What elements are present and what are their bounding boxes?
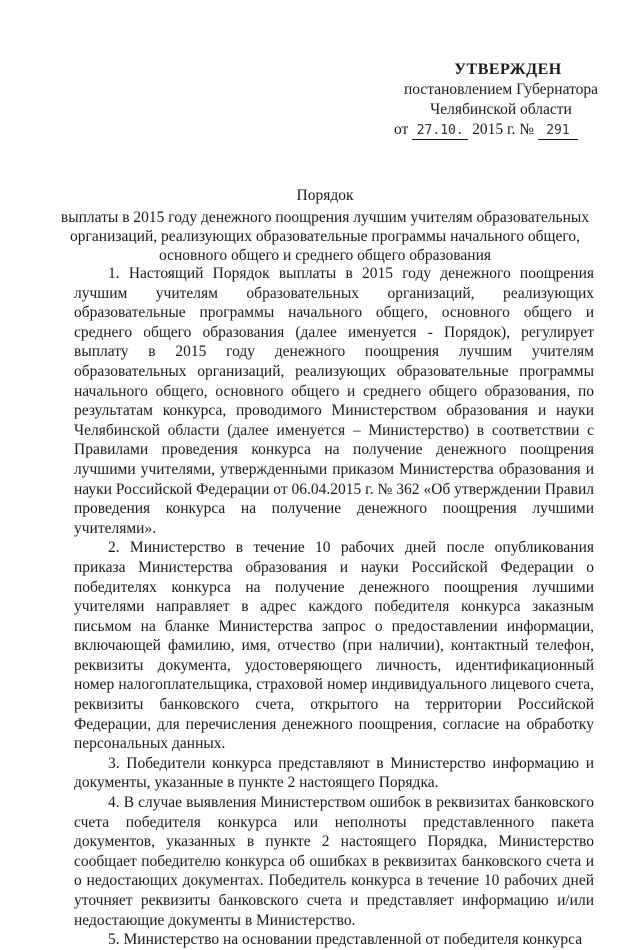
approval-line-1: постановлением Губернатора (403, 81, 599, 98)
handwritten-number: 291 (538, 123, 578, 140)
title-heading: Порядок (296, 187, 354, 204)
approval-date-line (386, 120, 616, 140)
approval-stamp (386, 60, 616, 140)
approval-line-2: Челябинской области (430, 101, 572, 118)
paragraph-5: 5. Министерство на основании представленной от победителя конкурса (108, 931, 583, 949)
approval-title: УТВЕРЖДЕН (454, 61, 562, 78)
document-title (60, 186, 590, 265)
year-text: 2015 г. № (472, 121, 535, 138)
document-body (74, 264, 594, 950)
paragraph-1: 1. Настоящий Порядок выплаты в 2015 году денежного поощрения лучшим учителям образовательных организаций, реализующих образовательные программы начального общего, основного общего и среднего общего образования (далее именуется - Порядок), регулирует выплату в 2015 году денежного поощрения лучшим учителям образовательных организаций, реализующих образовательные программы начального общего, основного общего и среднего общего образования, по результатам конкурса, проводимого Министерством образования и науки Челябинской области (далее именуется – Министерство) в соответствии с Правилами проведения конкурса на получение денежного поощрения лучшими учителями, утвержденными приказом Министерства образования и науки Российской Федерации от 06.04.2015 г. № 362 «Об утверждении Правил проведения конкурса на получение денежного поощрения лучшими учителями». (74, 265, 594, 537)
paragraph-2: 2. Министерство в течение 10 рабочих дней после опубликования приказа Министерства образования и науки Российской Федерации о победителях конкурса на получение денежного поощрения лучшими учителями направляет в адрес каждого победителя конкурса заказным письмом на бланке Министерства запрос о предоставлении информации, включающей фамилию, имя, отчество (при наличии), контактный телефон, реквизиты документа, удостоверяющего личность, идентификационный номер налогоплательщика, страховой номер индивидуального лицевого счета, реквизиты банковского счета, открытого на территории Российской Федерации, для перечисления денежного поощрения, согласие на обработку персональных данных. (74, 539, 594, 753)
handwritten-date: 27.10. (412, 123, 468, 140)
date-prefix: от (394, 121, 409, 138)
paragraph-4: 4. В случае выявления Министерством ошибок в реквизитах банковского счета победителя конкурса или неполноты представленного пакета документов, указанных в пункте 2 настоящего Порядка, Министерство сообщает победителю конкурса об ошибках в реквизитах банковского счета и о недостающих документах. Победитель конкурса в течение 10 рабочих дней уточняет реквизиты банковского счета и представляет информацию и/или недостающие документы в Министерство. (74, 794, 594, 929)
title-subheading: выплаты в 2015 году денежного поощрения лучшим учителям образовательных организаций, реализующих образовательные программы начального общего, основного общего и среднего общего образования (60, 209, 590, 264)
paragraph-3: 3. Победители конкурса представляют в Министерство информацию и документы, указанные в пункте 2 настоящего Порядка. (74, 754, 594, 792)
